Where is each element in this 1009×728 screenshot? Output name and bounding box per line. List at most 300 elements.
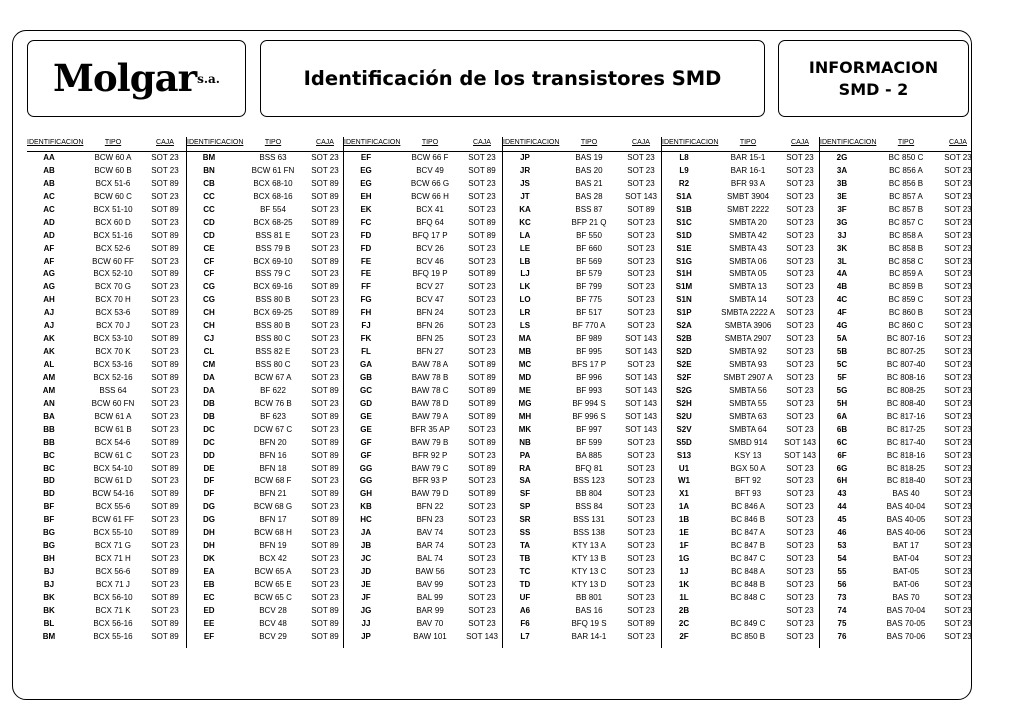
package-type: SOT 23 [944,450,972,460]
table-row [344,592,502,605]
table-row [27,333,186,346]
package-type: SOT 23 [786,204,814,214]
package-type: SOT 23 [468,618,496,628]
table-row [344,333,502,346]
table-row [344,553,502,566]
package-type: SOT 23 [786,398,814,408]
package-type: SOT 89 [468,360,496,369]
table-row [820,346,971,359]
marking-code: DB [203,398,215,408]
transistor-type: BCW 68 H [254,528,292,538]
package-type: SOT 23 [468,476,496,486]
package-type: SOT 23 [151,411,179,421]
table-row [344,204,502,217]
table-row [503,385,661,398]
package-type: SOT 89 [311,217,339,227]
package-type: SOT 89 [311,411,339,421]
marking-code: DD [203,450,215,460]
transistor-type: BC 850 B [730,631,766,641]
marking-code: BK [43,605,55,615]
package-type: SOT 23 [786,528,814,538]
table-row [27,385,186,398]
table-row [344,178,502,191]
transistor-type: BC 857 B [888,204,924,214]
package-type: SOT 89 [311,631,339,641]
table-column-group [27,137,186,648]
package-type: SOT 89 [468,437,496,447]
table-row [503,398,661,411]
marking-code: BH [43,554,55,564]
marking-code: SS [519,528,531,538]
package-type: SOT 23 [311,554,339,564]
package-type: SOT 23 [151,450,179,460]
transistor-type: BAR 15-1 [730,153,766,162]
marking-code: AM [42,372,56,382]
package-type: SOT 23 [468,191,496,201]
table-row [187,346,343,359]
marking-code: 54 [837,554,847,564]
transistor-type: BAT-05 [892,567,920,576]
table-column-group [186,137,343,648]
package-type: SOT 23 [627,308,655,318]
package-type: SOT 23 [151,256,179,266]
marking-code: AA [43,153,55,162]
marking-code: BB [43,437,55,447]
table-row [187,566,343,579]
marking-code: LO [519,295,531,305]
marking-code: AJ [43,308,55,318]
table-row [344,450,502,463]
table-row [344,217,502,230]
marking-code: JT [520,191,530,201]
marking-code: GE [360,411,372,421]
package-type: SOT 23 [786,360,814,369]
transistor-type: BAS 28 [575,191,603,201]
marking-code: BG [43,528,55,538]
table-row [187,553,343,566]
transistor-type: BCV 28 [259,605,287,615]
marking-code: BA [43,411,55,421]
package-type: SOT 23 [468,605,496,615]
marking-code: JE [361,579,371,589]
package-type: SOT 89 [151,269,179,279]
header-identificacion [662,137,719,149]
package-type: SOT 23 [311,165,339,175]
marking-code: KC [519,217,531,227]
package-type: SOT 23 [311,347,339,357]
transistor-type: SMBT 3904 [726,191,770,201]
table-row [662,178,819,191]
transistor-type: BAR 99 [416,605,444,615]
transistor-type: BCW 61 B [94,424,132,434]
package-type: SOT 23 [786,308,814,318]
transistor-type: BCW 66 G [410,178,450,188]
marking-code: S2F [676,372,692,382]
marking-code: ME [519,385,531,395]
transistor-type: BF 996 [576,372,602,382]
marking-code: AC [43,191,55,201]
table-row [27,230,186,243]
transistor-type: BCW 60 FF [92,256,134,266]
table-row [187,488,343,501]
package-type: SOT 89 [311,308,339,318]
table-row [820,579,971,592]
transistor-type: BFR 93 A [730,178,766,188]
title-box [260,40,765,117]
marking-code: BC [43,450,55,460]
package-type: SOT 23 [944,554,972,564]
marking-code: LK [519,282,531,292]
table-row [820,631,971,644]
header-tipo [551,137,627,149]
package-type: SOT 23 [468,256,496,266]
header-label: TIPO [580,139,598,146]
table-row [344,514,502,527]
marking-code: 5B [836,347,848,357]
package-type: SOT 23 [468,334,496,344]
table-row [187,579,343,592]
transistor-type: SMBTA 06 [729,256,767,266]
transistor-type: BF 660 [576,243,602,253]
table-row [503,514,661,527]
marking-code: BJ [43,579,55,589]
table-row [503,553,661,566]
package-type: SOT 23 [786,515,814,525]
transistor-type: BF 770 A [572,321,606,331]
package-type: SOT 23 [311,360,339,369]
marking-code: JC [360,554,372,564]
package-type: SOT 23 [311,579,339,589]
marking-code: 6A [836,411,848,421]
transistor-type: BCV 47 [416,295,444,305]
marking-code: 1J [679,567,689,576]
marking-code: 1G [678,554,690,564]
table-row [662,204,819,217]
marking-code: AK [43,347,55,357]
package-type: SOT 23 [944,256,972,266]
table-row [662,631,819,644]
table-row [27,256,186,269]
table-row [27,527,186,540]
table-row [820,398,971,411]
transistor-type: BC 858 B [888,243,924,253]
table-row [344,527,502,540]
package-type: SOT 23 [627,153,655,162]
table-row [662,540,819,553]
marking-code: MA [518,334,532,344]
table-row [662,553,819,566]
package-type: SOT 23 [151,385,179,395]
table-row [503,437,661,450]
marking-code: LA [519,230,531,240]
transistor-type: BCX 56-16 [93,618,133,628]
marking-code: CE [203,243,215,253]
package-type: SOT 23 [944,541,972,551]
table-row [344,398,502,411]
package-type: SOT 23 [944,579,972,589]
marking-code: DC [203,437,215,447]
table-row [820,514,971,527]
table-row [27,463,186,476]
package-type: SOT 23 [627,567,655,576]
transistor-type: BC 818-40 [886,476,926,486]
transistor-type: BC 860 B [888,308,924,318]
transistor-type: BFT 92 [734,476,762,486]
transistor-type: SMBTA 55 [729,398,767,408]
transistor-type: KTY 13 C [571,567,607,576]
table-row [344,501,502,514]
marking-code: DG [203,502,215,512]
package-type: SOT 89 [311,256,339,266]
package-type: SOT 143 [784,450,816,460]
marking-code: 3E [837,191,847,201]
header-label: IDENTIFICACION [662,139,719,146]
package-type: SOT 89 [151,334,179,344]
transistor-type: BCX 53-6 [95,308,131,318]
marking-code: JR [519,165,531,175]
package-type: SOT 23 [151,579,179,589]
package-type: SOT 23 [944,191,972,201]
marking-code: EH [360,191,372,201]
package-type: SOT 23 [786,541,814,551]
table-row [344,372,502,385]
table-row [503,411,661,424]
package-type: SOT 23 [311,295,339,305]
table-row [27,450,186,463]
package-type: SOT 23 [627,321,655,331]
marking-code: DF [203,476,215,486]
table-header-row [27,137,186,152]
transistor-type: BFN 24 [416,308,444,318]
table-row [820,540,971,553]
table-row [820,527,971,540]
company-logo-suffix: s.a. [197,71,220,86]
marking-code: SA [519,476,531,486]
header-label: CAJA [473,139,491,146]
package-type: SOT 89 [151,437,179,447]
transistor-type: SMBTA 56 [729,385,767,395]
marking-code: LR [519,308,531,318]
table-row [503,191,661,204]
marking-code: BJ [43,567,55,576]
transistor-type: BSS 87 [575,204,603,214]
package-type: SOT 23 [944,243,972,253]
package-type: SOT 89 [151,230,179,240]
marking-code: 4F [837,308,847,318]
transistor-type: BCX 68-10 [253,178,293,188]
package-type: SOT 23 [786,269,814,279]
table-row [344,475,502,488]
marking-code: TC [519,567,531,576]
table-column-group [502,137,661,648]
marking-code: W1 [678,476,690,486]
table-row [662,463,819,476]
transistor-type: BCX 70 G [94,282,131,292]
table-row [820,294,971,307]
marking-code: 44 [837,502,847,512]
transistor-type: BCX 56-6 [95,567,131,576]
table-row [187,191,343,204]
transistor-type: BCW 65 C [254,592,292,602]
table-row [187,475,343,488]
marking-code: 4G [836,321,848,331]
marking-code: GE [360,424,372,434]
table-row [187,450,343,463]
package-type: SOT 23 [468,347,496,357]
transistor-type: BC 807-25 [886,347,926,357]
table-row [820,191,971,204]
table-row [503,540,661,553]
package-type: SOT 23 [786,282,814,292]
table-header-row [662,137,819,152]
transistor-type: BSS 63 [259,153,287,162]
transistor-type: BCW 65 A [254,567,292,576]
package-type: SOT 23 [468,567,496,576]
marking-code: PA [519,450,531,460]
package-type: SOT 23 [627,243,655,253]
package-type: SOT 89 [311,605,339,615]
package-type: SOT 23 [311,476,339,486]
transistor-type: SMBTA 05 [729,269,767,279]
marking-code: L7 [520,631,530,641]
transistor-type: BSS 81 E [255,230,291,240]
package-type: SOT 89 [151,204,179,214]
header-label: TIPO [897,139,915,146]
package-type: SOT 23 [468,282,496,292]
table-row [503,178,661,191]
marking-code: BC [43,463,55,473]
marking-code: AD [43,230,55,240]
transistor-type: BAV 99 [416,579,444,589]
transistor-type: BCX 55-6 [95,502,131,512]
table-row [820,268,971,281]
transistor-type: BCX 69-25 [253,308,293,318]
marking-code: DH [203,528,215,538]
header-caja [938,137,978,149]
marking-code: GA [360,360,372,369]
package-type: SOT 143 [625,398,657,408]
transistor-type: SMBD 914 [728,437,768,447]
transistor-type: BFQ 17 P [412,230,448,240]
table-row [27,475,186,488]
header-label: TIPO [104,139,122,146]
package-type: SOT 89 [311,515,339,525]
table-row [503,372,661,385]
table-row [27,165,186,178]
table-row [820,553,971,566]
marking-code: 2C [678,618,690,628]
package-type: SOT 23 [311,204,339,214]
table-row [27,281,186,294]
package-type: SOT 23 [944,489,972,499]
table-row [820,437,971,450]
transistor-table [27,137,971,648]
marking-code: 5A [836,334,848,344]
transistor-type: BAW 79 D [411,489,449,499]
transistor-type: BC 847 B [730,541,766,551]
table-row [820,333,971,346]
transistor-type: BAS 20 [575,165,603,175]
transistor-type: BFQ 19 P [412,269,448,279]
transistor-type: SMBTA 92 [729,347,767,357]
table-row [662,268,819,281]
package-type: SOT 23 [151,347,179,357]
table-row [662,372,819,385]
marking-code: S1A [676,191,692,201]
package-type: SOT 89 [311,178,339,188]
marking-code: 3A [836,165,848,175]
marking-code: 2B [678,605,690,615]
package-type: SOT 23 [786,191,814,201]
marking-code: SR [519,515,531,525]
table-row [820,463,971,476]
marking-code: DG [203,515,215,525]
table-row [344,605,502,618]
marking-code: 1E [679,528,689,538]
table-row [344,631,502,644]
marking-code: 75 [837,618,847,628]
table-row [187,398,343,411]
table-row [187,501,343,514]
transistor-type: BAW 79 A [411,411,449,421]
package-type: SOT 23 [627,178,655,188]
marking-code: AG [43,282,55,292]
marking-code: FD [360,230,372,240]
transistor-type: BCW 68 F [254,476,292,486]
marking-code: BM [42,631,56,641]
marking-code: S1C [676,217,692,227]
header-tipo [392,137,468,149]
marking-code: 74 [837,605,847,615]
table-row [187,268,343,281]
package-type: SOT 23 [468,554,496,564]
marking-code: 6G [836,463,848,473]
package-type: SOT 23 [944,295,972,305]
table-row [187,592,343,605]
table-row [503,346,661,359]
table-column-group [661,137,819,648]
package-type: SOT 89 [627,204,655,214]
package-type: SOT 23 [627,450,655,460]
transistor-type: BFN 18 [259,463,287,473]
table-row [820,488,971,501]
marking-code: UF [519,592,531,602]
table-row [662,307,819,320]
table-row [503,281,661,294]
package-type: SOT 23 [944,360,972,369]
table-row [344,437,502,450]
marking-code: SP [519,502,531,512]
marking-code: X1 [679,489,689,499]
package-type: SOT 23 [627,360,655,369]
marking-code: EG [360,178,372,188]
package-type: SOT 23 [944,592,972,602]
table-row [344,256,502,269]
marking-code: BD [43,489,55,499]
marking-code: CJ [203,334,215,344]
package-type: SOT 23 [627,579,655,589]
transistor-type: BC 846 B [730,515,766,525]
table-row [27,411,186,424]
transistor-type: BCX 52-16 [93,372,133,382]
package-type: SOT 23 [468,450,496,460]
page-title: Identificación de los transistores SMD [303,67,722,90]
transistor-type: BCX 41 [416,204,444,214]
transistor-type: BFN 19 [259,541,287,551]
table-column-group [343,137,502,648]
marking-code: S2H [676,398,692,408]
table-row [662,411,819,424]
